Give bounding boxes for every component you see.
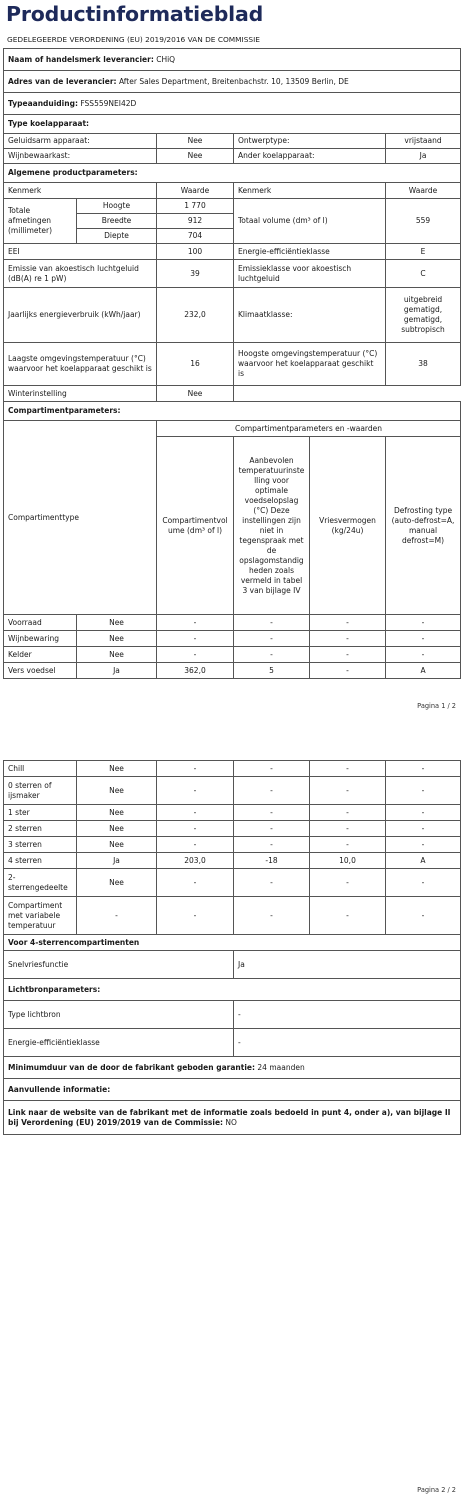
page-number-2: Pagina 2 / 2 (417, 1486, 456, 1494)
manufacturer-link-row (4, 1101, 461, 1135)
compartment-freeze: - (310, 761, 386, 777)
depth-value: 704 (157, 229, 234, 244)
eei-value: 100 (157, 244, 234, 260)
compartment-freeze: - (310, 805, 386, 821)
compartment-present: Nee (77, 821, 157, 837)
page-title: Productinformatieblad (6, 2, 264, 26)
product-info-table (3, 48, 461, 679)
compartment-present: Nee (77, 777, 157, 805)
compartment-defrost: - (386, 615, 461, 631)
compartment-present: Nee (77, 869, 157, 897)
compartment-defrost: A (386, 853, 461, 869)
noise-label: Emissie van akoestisch luchtgeluid (dB(A) re 1 pW) (4, 260, 157, 288)
compartment-temp: - (234, 869, 310, 897)
type-row-2-val1: Nee (157, 149, 234, 164)
compartment-temp-header: Aanbevolen temperatuurinstelling voor optimale voedselopslag (°C) Deze instellingen zijn niet in tegenspraak met de opslagomstandigheden zoals vermeld in tabel 3 van bijlage IV (234, 437, 310, 615)
compartment-freeze: - (310, 647, 386, 663)
compartment-name: Chill (4, 761, 77, 777)
winter-value: Nee (157, 386, 234, 402)
compartment-temp: - (234, 805, 310, 821)
compartment-volume: 203,0 (157, 853, 234, 869)
type-row-1-val2: vrijstaand (386, 134, 461, 149)
page-number-1: Pagina 1 / 2 (417, 702, 456, 710)
compartment-defrost: - (386, 777, 461, 805)
compartment-volume: - (157, 647, 234, 663)
compartment-volume: - (157, 897, 234, 935)
light-type-label: Type lichtbron (4, 1001, 234, 1029)
compartment-freeze: - (310, 777, 386, 805)
manufacturer-link-label: Link naar de website van de fabrikant met de informatie zoals bedoeld in punt 4, onder a), van bijlage II bij Verordening (EU) 2019/2019 van de Commissie: (8, 1107, 451, 1127)
compartment-name: 2-sterrengedeelte (4, 869, 77, 897)
compartment-temp: - (234, 777, 310, 805)
compartment-freeze: - (310, 837, 386, 853)
winter-label: Winterinstelling (4, 386, 157, 402)
table-row (4, 897, 461, 935)
supplier-address-label: Adres van de leverancier: (8, 76, 117, 86)
fast-freeze-label: Snelvriesfunctie (4, 951, 234, 979)
compartment-temp: - (234, 615, 310, 631)
supplier-brand-label: Naam of handelsmerk leverancier: (8, 54, 154, 64)
type-row-1-key1: Geluidsarm apparaat: (4, 134, 157, 149)
compartments-section-header: Compartimentparameters: (4, 402, 461, 421)
width-value: 912 (157, 214, 234, 229)
warranty-label: Minimumduur van de door de fabrikant geboden garantie: (8, 1062, 255, 1072)
energy-class-value: E (386, 244, 461, 260)
compartment-name: Kelder (4, 647, 77, 663)
warranty-value: 24 maanden (257, 1062, 305, 1072)
table-row (4, 631, 461, 647)
compartment-freeze: - (310, 869, 386, 897)
col-kenmerk-2: Kenmerk (234, 183, 386, 199)
table-row (4, 615, 461, 631)
supplier-brand-row (4, 49, 461, 71)
regulation-subtitle: GEDELEGEERDE VERORDENING (EU) 2019/2016 VAN DE COMMISSIE (7, 35, 260, 44)
warranty-row (4, 1057, 461, 1079)
height-value: 1 770 (157, 199, 234, 214)
compartment-volume: - (157, 631, 234, 647)
table-row (4, 777, 461, 805)
compartment-present: Nee (77, 837, 157, 853)
compartment-temp: - (234, 821, 310, 837)
col-waarde-1: Waarde (157, 183, 234, 199)
compartment-temp: - (234, 647, 310, 663)
compartment-present: Ja (77, 853, 157, 869)
min-temp-value: 16 (157, 343, 234, 386)
winter-empty-cell (234, 386, 461, 402)
type-row-1-key2: Ontwerptype: (234, 134, 386, 149)
volume-value: 559 (386, 199, 461, 244)
compartment-present: Nee (77, 805, 157, 821)
col-waarde-2: Waarde (386, 183, 461, 199)
model-label: Typeaanduiding: (8, 98, 78, 108)
table-row (4, 805, 461, 821)
compartment-present: - (77, 897, 157, 935)
compartment-freeze: - (310, 821, 386, 837)
compartment-present: Nee (77, 647, 157, 663)
compartment-volume: - (157, 805, 234, 821)
compartments-continued-table (3, 760, 461, 1135)
table-row (4, 853, 461, 869)
manufacturer-link-value: NO (225, 1117, 237, 1127)
noise-value: 39 (157, 260, 234, 288)
volume-label: Totaal volume (dm³ of l) (234, 199, 386, 244)
compartment-volume: - (157, 869, 234, 897)
compartment-defrost: - (386, 897, 461, 935)
type-row-2-key2: Ander koelapparaat: (234, 149, 386, 164)
table-row (4, 647, 461, 663)
type-row-1-val1: Nee (157, 134, 234, 149)
type-section-header: Type koelapparaat: (4, 115, 461, 134)
annual-energy-label: Jaarlijks energieverbruik (kWh/jaar) (4, 288, 157, 343)
supplier-brand-value: CHiQ (156, 54, 176, 64)
col-kenmerk-1: Kenmerk (4, 183, 157, 199)
climate-class-value: uitgebreid gematigd, gematigd, subtropisch (386, 288, 461, 343)
compartment-freeze: - (310, 615, 386, 631)
compartment-name: Voorraad (4, 615, 77, 631)
type-row-2-key1: Wijnbewaarkast: (4, 149, 157, 164)
max-temp-value: 38 (386, 343, 461, 386)
table-row (4, 761, 461, 777)
compartment-volume-header: Compartimentvolume (dm³ of l) (157, 437, 234, 615)
model-row (4, 93, 461, 115)
energy-class-label: Energie-efficiëntieklasse (234, 244, 386, 260)
compartment-defrost: - (386, 647, 461, 663)
compartment-defrost-header: Defrosting type (auto-defrost=A, manual defrost=M) (386, 437, 461, 615)
noise-class-value: C (386, 260, 461, 288)
compartment-name: Compartiment met variabele temperatuur (4, 897, 77, 935)
compartment-defrost: - (386, 837, 461, 853)
compartment-temp: - (234, 837, 310, 853)
page-2 (0, 760, 462, 1500)
model-value: FSS559NEI42D (80, 98, 137, 108)
eei-label: EEI (4, 244, 157, 260)
compartment-volume: - (157, 615, 234, 631)
type-row-2-val2: Ja (386, 149, 461, 164)
depth-label: Diepte (77, 229, 157, 244)
compartment-freeze: - (310, 663, 386, 679)
compartment-present: Nee (77, 615, 157, 631)
compartment-type-header: Compartimenttype (4, 421, 157, 615)
compartment-present: Nee (77, 761, 157, 777)
compartment-name: 4 sterren (4, 853, 77, 869)
compartment-defrost: - (386, 869, 461, 897)
annual-energy-value: 232,0 (157, 288, 234, 343)
compartment-name: 3 sterren (4, 837, 77, 853)
supplier-address-row (4, 71, 461, 93)
compartment-volume: 362,0 (157, 663, 234, 679)
dimensions-label: Totale afmetingen (millimeter) (4, 199, 77, 244)
table-row (4, 869, 461, 897)
compartment-defrost: - (386, 805, 461, 821)
table-row (4, 663, 461, 679)
table-row (4, 837, 461, 853)
climate-class-label: Klimaatklasse: (234, 288, 386, 343)
compartment-group-header: Compartimentparameters en -waarden (157, 421, 461, 437)
compartment-defrost: - (386, 821, 461, 837)
table-row (4, 821, 461, 837)
compartment-volume: - (157, 761, 234, 777)
light-class-value: - (234, 1029, 461, 1057)
width-label: Breedte (77, 214, 157, 229)
compartment-present: Nee (77, 631, 157, 647)
additional-info-header: Aanvullende informatie: (4, 1079, 461, 1101)
light-section-header: Lichtbronparameters: (4, 979, 461, 1001)
four-star-section-header: Voor 4-sterrencompartimenten (4, 935, 461, 951)
compartment-name: Vers voedsel (4, 663, 77, 679)
supplier-address-value: After Sales Department, Breitenbachstr. 10, 13509 Berlin, DE (118, 76, 349, 86)
compartment-volume: - (157, 821, 234, 837)
compartment-volume: - (157, 777, 234, 805)
height-label: Hoogte (77, 199, 157, 214)
max-temp-label: Hoogste omgevingstemperatuur (°C) waarvoor het koelapparaat geschikt is (234, 343, 386, 386)
general-section-header: Algemene productparameters: (4, 164, 461, 183)
compartment-temp: -18 (234, 853, 310, 869)
compartment-temp: - (234, 897, 310, 935)
compartment-name: 2 sterren (4, 821, 77, 837)
compartment-temp: - (234, 761, 310, 777)
compartment-volume: - (157, 837, 234, 853)
compartment-freeze: - (310, 897, 386, 935)
compartment-defrost: A (386, 663, 461, 679)
min-temp-label: Laagste omgevingstemperatuur (°C) waarvoor het koelapparaat geschikt is (4, 343, 157, 386)
light-class-label: Energie-efficiëntieklasse (4, 1029, 234, 1057)
compartment-name: 0 sterren of ijsmaker (4, 777, 77, 805)
noise-class-label: Emissieklasse voor akoestisch luchtgeluid (234, 260, 386, 288)
fast-freeze-value: Ja (234, 951, 461, 979)
compartment-defrost: - (386, 631, 461, 647)
compartment-freeze: - (310, 631, 386, 647)
compartment-temp: 5 (234, 663, 310, 679)
compartment-defrost: - (386, 761, 461, 777)
compartment-freeze: 10,0 (310, 853, 386, 869)
compartment-name: Wijnbewaring (4, 631, 77, 647)
compartment-name: 1 ster (4, 805, 77, 821)
compartment-freeze-header: Vriesvermogen (kg/24u) (310, 437, 386, 615)
compartment-temp: - (234, 631, 310, 647)
light-type-value: - (234, 1001, 461, 1029)
compartment-present: Ja (77, 663, 157, 679)
